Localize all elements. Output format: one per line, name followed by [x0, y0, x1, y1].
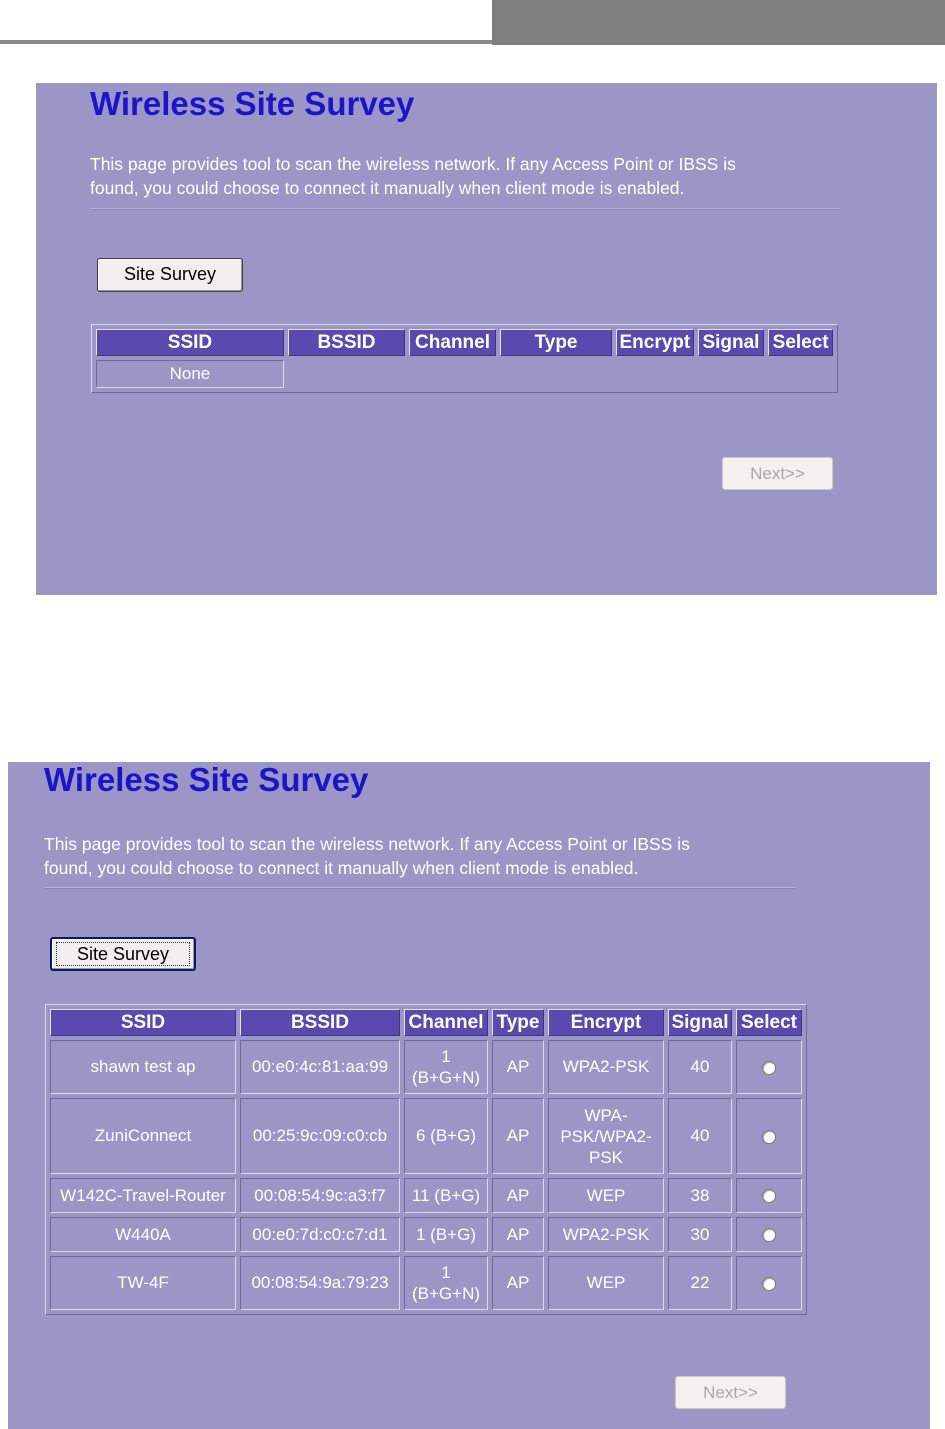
channel-line: 1	[441, 1047, 451, 1066]
bssid-cell: 00:08:54:9a:79:23	[240, 1256, 400, 1310]
table-row	[50, 1256, 802, 1310]
type-cell: AP	[492, 1256, 544, 1310]
column-header-signal: Signal	[668, 1009, 732, 1036]
description-line-1: This page provides tool to scan the wireless network. If any Access Point or IBSS is	[44, 834, 690, 854]
select-cell	[736, 1256, 802, 1310]
select-radio[interactable]	[762, 1061, 776, 1075]
header-divider-line	[0, 40, 492, 44]
survey-results-table	[91, 324, 838, 393]
channel-cell	[404, 1256, 488, 1310]
encrypt-line: PSK	[588, 1147, 624, 1167]
page-title: Wireless Site Survey	[90, 85, 415, 122]
page-title: Wireless Site Survey	[44, 762, 369, 798]
ssid-cell: ZuniConnect	[50, 1098, 236, 1174]
table-row	[50, 1040, 802, 1094]
select-cell	[736, 1098, 802, 1174]
bssid-cell: 00:e0:4c:81:aa:99	[240, 1040, 400, 1094]
empty-result-cell: None	[96, 360, 284, 388]
ssid-cell: TW-4F	[50, 1256, 236, 1310]
description-line-1: This page provides tool to scan the wireless network. If any Access Point or IBSS is	[90, 154, 736, 174]
signal-cell: 38	[668, 1178, 732, 1213]
column-header-type: Type	[500, 329, 612, 356]
signal-cell: 40	[668, 1098, 732, 1174]
header-gray-bar	[492, 0, 945, 45]
signal-cell: 40	[668, 1040, 732, 1094]
column-header-encrypt: Encrypt	[548, 1009, 664, 1036]
site-survey-button[interactable]	[50, 937, 196, 971]
site-survey-panel-empty	[36, 83, 937, 595]
table-row	[50, 1178, 802, 1213]
type-cell: AP	[492, 1217, 544, 1252]
encrypt-cell: WPA2-PSK	[548, 1040, 664, 1094]
site-survey-panel-results	[8, 762, 930, 1429]
type-cell: AP	[492, 1178, 544, 1213]
channel-cell: 1 (B+G)	[404, 1217, 488, 1252]
column-header-ssid: SSID	[50, 1009, 236, 1036]
column-header-select: Select	[736, 1009, 802, 1036]
column-header-type: Type	[492, 1009, 544, 1036]
next-button[interactable]: Next>>	[675, 1376, 786, 1409]
section-divider	[90, 208, 840, 210]
select-radio[interactable]	[762, 1228, 776, 1242]
ssid-cell: W440A	[50, 1217, 236, 1252]
column-header-select: Select	[768, 329, 833, 356]
column-header-encrypt: Encrypt	[616, 329, 694, 356]
column-header-channel: Channel	[404, 1009, 488, 1036]
channel-cell	[404, 1040, 488, 1094]
survey-results-table	[45, 1004, 807, 1315]
site-survey-button[interactable]	[97, 258, 243, 292]
select-radio[interactable]	[762, 1277, 776, 1291]
encrypt-line: PSK/WPA2-	[560, 1126, 652, 1146]
type-cell: AP	[492, 1040, 544, 1094]
table-header-row	[50, 1009, 802, 1036]
ssid-cell: shawn test ap	[50, 1040, 236, 1094]
select-cell	[736, 1040, 802, 1094]
bssid-cell: 00:e0:7d:c0:c7:d1	[240, 1217, 400, 1252]
site-survey-button-label: Site Survey	[123, 264, 217, 284]
column-header-bssid: BSSID	[288, 329, 405, 356]
encrypt-line: WPA-	[584, 1105, 628, 1125]
column-header-bssid: BSSID	[240, 1009, 400, 1036]
channel-cell: 11 (B+G)	[404, 1178, 488, 1213]
ssid-cell: W142C-Travel-Router	[50, 1178, 236, 1213]
encrypt-cell: WPA2-PSK	[548, 1217, 664, 1252]
select-cell	[736, 1217, 802, 1252]
type-cell: AP	[492, 1098, 544, 1174]
encrypt-cell	[548, 1098, 664, 1174]
next-button[interactable]: Next>>	[722, 457, 833, 490]
column-header-ssid: SSID	[96, 329, 284, 356]
bssid-cell: 00:08:54:9c:a3:f7	[240, 1178, 400, 1213]
table-row	[50, 1217, 802, 1252]
table-row	[96, 360, 833, 388]
site-survey-button-label: Site Survey	[76, 944, 170, 964]
bssid-cell: 00:25:9c:09:c0:cb	[240, 1098, 400, 1174]
signal-cell: 22	[668, 1256, 732, 1310]
section-divider	[44, 887, 796, 889]
description-line-2: found, you could choose to connect it manually when client mode is enabled.	[44, 858, 639, 878]
channel-line: (B+G+N)	[411, 1068, 481, 1087]
description-line-2: found, you could choose to connect it manually when client mode is enabled.	[90, 178, 685, 198]
channel-line: (B+G+N)	[411, 1284, 481, 1303]
select-radio[interactable]	[762, 1130, 776, 1144]
select-radio[interactable]	[762, 1189, 776, 1203]
empty-filler-cell	[288, 360, 833, 388]
table-row	[50, 1098, 802, 1174]
encrypt-cell: WEP	[548, 1256, 664, 1310]
column-header-signal: Signal	[698, 329, 765, 356]
table-header-row	[96, 329, 833, 356]
channel-line: 1	[441, 1263, 451, 1282]
encrypt-cell: WEP	[548, 1178, 664, 1213]
signal-cell: 30	[668, 1217, 732, 1252]
column-header-channel: Channel	[409, 329, 496, 356]
channel-cell: 6 (B+G)	[404, 1098, 488, 1174]
select-cell	[736, 1178, 802, 1213]
